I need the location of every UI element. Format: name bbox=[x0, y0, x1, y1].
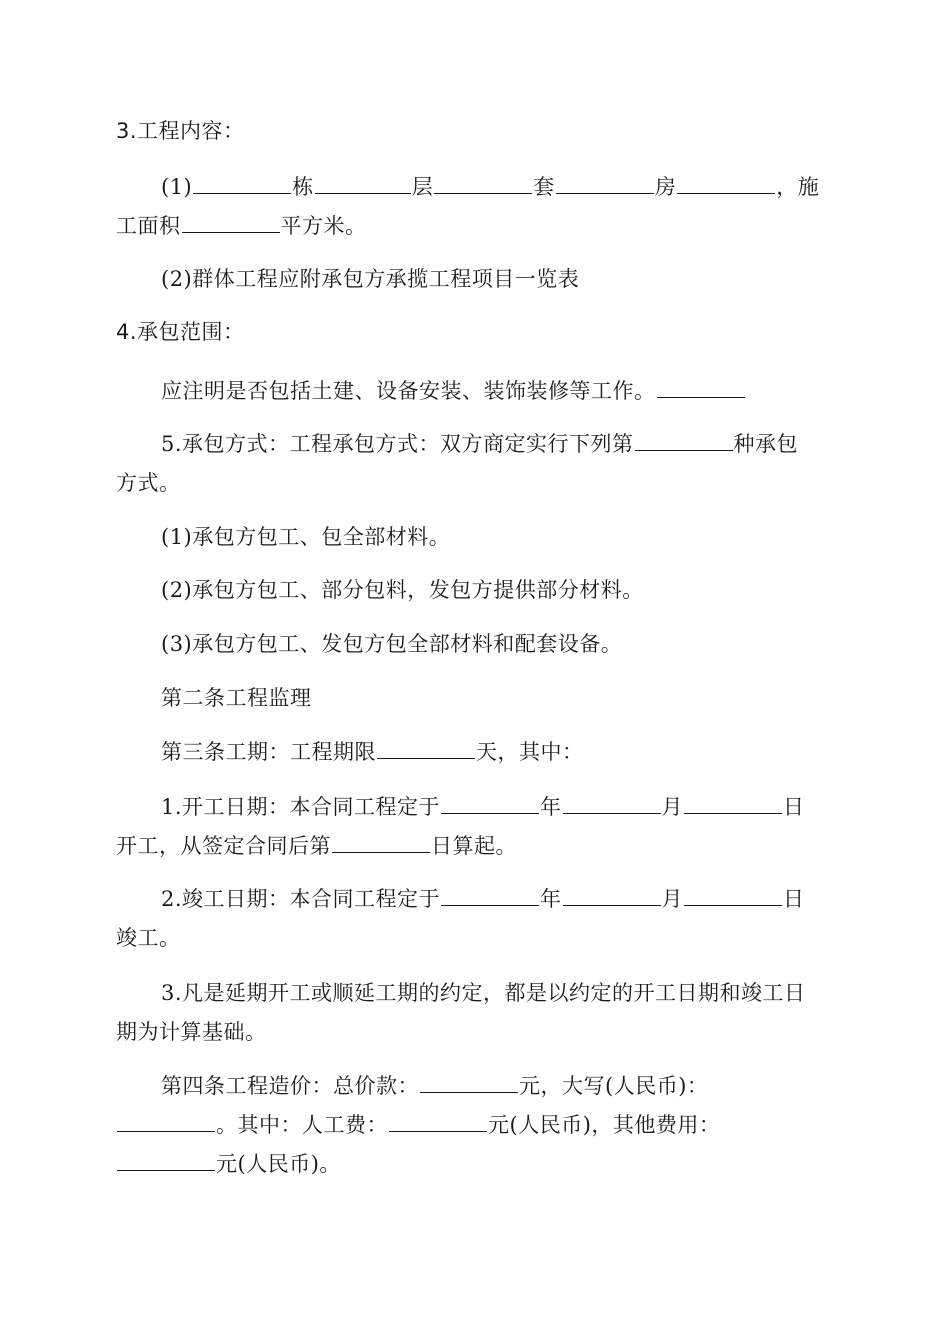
fill-blank bbox=[182, 208, 280, 233]
text-span: 天，其中： bbox=[476, 740, 584, 764]
text-span: 栋 bbox=[292, 175, 314, 199]
text-span: 方式。 bbox=[116, 471, 181, 495]
text-span: (2)承包方包工、部分包料，发包方提供部分材料。 bbox=[161, 578, 644, 602]
text-span: 月 bbox=[661, 887, 684, 911]
text-span: (3)承包方包工、发包方包全部材料和配套设备。 bbox=[161, 632, 623, 656]
text-span: 元(人民币)，其他费用： bbox=[488, 1113, 721, 1137]
text-span: 竣工。 bbox=[116, 926, 181, 950]
paragraph-continuation bbox=[116, 919, 826, 958]
text-span: 种承包 bbox=[733, 432, 799, 456]
section-heading-3 bbox=[116, 112, 826, 151]
heading-text: 4.承包范围： bbox=[116, 320, 245, 344]
text-span: 。其中：人工费： bbox=[216, 1113, 388, 1137]
text-span: 日算起。 bbox=[431, 834, 517, 858]
fill-blank bbox=[434, 169, 532, 194]
text-span: 第二条工程监理 bbox=[161, 686, 312, 710]
paragraph-continuation bbox=[116, 464, 826, 503]
paragraph-scope bbox=[116, 372, 826, 411]
paragraph-continuation bbox=[116, 207, 826, 246]
paragraph-option-1 bbox=[116, 518, 826, 557]
text-span: 日 bbox=[783, 887, 805, 911]
fill-blank bbox=[635, 426, 733, 451]
fill-blank bbox=[684, 789, 782, 814]
section-heading-4 bbox=[116, 313, 826, 352]
fill-blank bbox=[377, 734, 475, 759]
fill-blank bbox=[563, 789, 661, 814]
fill-blank bbox=[420, 1068, 518, 1093]
fill-blank bbox=[117, 1107, 215, 1132]
paragraph-item-2 bbox=[116, 260, 826, 299]
text-span: (1)承包方包工、包全部材料。 bbox=[161, 525, 451, 549]
fill-blank bbox=[441, 789, 539, 814]
article-4-paragraph bbox=[116, 1067, 826, 1106]
paragraph-continuation bbox=[116, 1145, 826, 1184]
fill-blank bbox=[677, 169, 775, 194]
fill-blank bbox=[332, 828, 430, 853]
fill-blank bbox=[684, 881, 782, 906]
text-span: 应注明是否包括土建、设备安装、装饰装修等工作。 bbox=[161, 379, 656, 403]
fill-blank bbox=[556, 169, 654, 194]
text-span: 第三条工期：工程期限 bbox=[161, 740, 376, 764]
text-span: 3.凡是延期开工或顺延工期的约定，都是以约定的开工日期和竣工日 bbox=[161, 981, 806, 1005]
text-span: 5.承包方式：工程承包方式：双方商定实行下列第 bbox=[161, 432, 634, 456]
text-span: 第四条工程造价：总价款： bbox=[161, 1074, 419, 1098]
paragraph-contract-mode bbox=[116, 425, 826, 464]
paragraph-item-1 bbox=[116, 168, 826, 207]
paragraph-option-2 bbox=[116, 571, 826, 610]
text-span: 日 bbox=[783, 795, 805, 819]
fill-blank bbox=[193, 169, 291, 194]
text-span: 套 bbox=[533, 175, 555, 199]
completion-date-paragraph bbox=[116, 880, 826, 919]
paragraph-continuation bbox=[116, 827, 826, 866]
fill-blank bbox=[389, 1107, 487, 1132]
text-span: ，施 bbox=[776, 175, 820, 199]
text-span: 年 bbox=[540, 887, 562, 911]
start-date-paragraph bbox=[116, 788, 826, 827]
fill-blank bbox=[441, 881, 539, 906]
text-span: 年 bbox=[540, 795, 562, 819]
article-3-paragraph bbox=[116, 733, 826, 772]
text-span: 工面积 bbox=[116, 214, 181, 238]
text-span: 平方米。 bbox=[280, 214, 367, 238]
text-span: 层 bbox=[411, 175, 434, 199]
text-span: 元(人民币)。 bbox=[216, 1152, 341, 1176]
text-span: 房 bbox=[654, 175, 677, 199]
schedule-basis-paragraph bbox=[116, 974, 826, 1013]
text-span: (1) bbox=[161, 175, 193, 199]
text-span: 月 bbox=[661, 795, 684, 819]
paragraph-continuation bbox=[116, 1013, 826, 1052]
text-span: (2)群体工程应附承包方承揽工程项目一览表 bbox=[161, 267, 580, 291]
fill-blank bbox=[657, 373, 745, 398]
text-span: 开工，从签定合同后第 bbox=[116, 834, 331, 858]
fill-blank bbox=[117, 1146, 215, 1171]
paragraph-continuation bbox=[116, 1106, 826, 1145]
text-span: 元，大写(人民币)： bbox=[519, 1074, 709, 1098]
fill-blank bbox=[563, 881, 661, 906]
text-span: 2.竣工日期：本合同工程定于 bbox=[161, 887, 441, 911]
paragraph-line bbox=[161, 168, 826, 207]
text-span: 1.开工日期：本合同工程定于 bbox=[161, 795, 441, 819]
fill-blank bbox=[315, 169, 411, 194]
heading-text: 3.工程内容： bbox=[116, 119, 245, 143]
text-span: 期为计算基础。 bbox=[116, 1020, 267, 1044]
article-2-heading bbox=[116, 679, 826, 718]
paragraph-option-3 bbox=[116, 625, 826, 664]
